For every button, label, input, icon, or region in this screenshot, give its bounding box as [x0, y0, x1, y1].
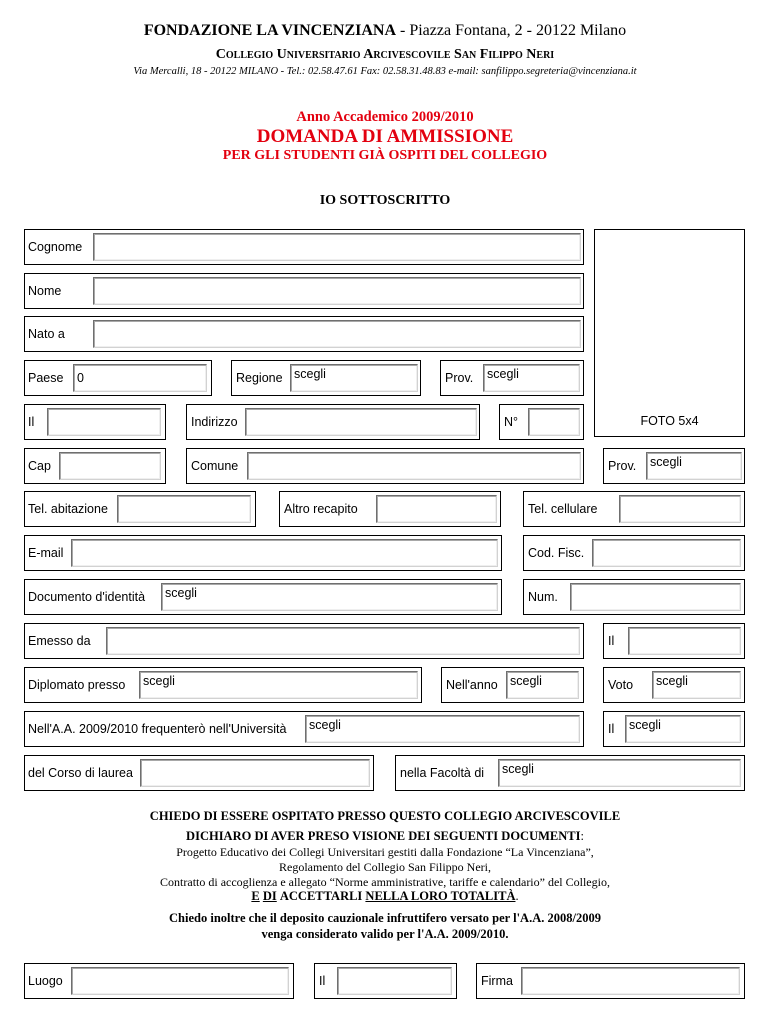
- college-name: Collegio Universitario Arcivescovile San Filippo Neri: [215, 47, 555, 62]
- deposito-2: venga considerato valido per l'A.A. 2009/2010.: [261, 927, 509, 941]
- nome-row: [24, 273, 584, 309]
- prov1-row: [440, 360, 584, 396]
- num-row: [523, 579, 745, 615]
- corso-input[interactable]: [140, 759, 370, 787]
- comune-label: Comune: [191, 459, 239, 473]
- foundation-name: FONDAZIONE LA VINCENZIANA: [143, 22, 396, 39]
- cod-fisc-label: Cod. Fisc.: [528, 546, 585, 560]
- acc-e: E: [251, 889, 260, 903]
- num-label: Num.: [528, 590, 558, 604]
- doc-1: Progetto Educativo dei Collegi Universitari gestiti dalla Fondazione “La Vincenziana”,: [176, 845, 594, 859]
- doc-3: Contratto di accoglienza e allegato “Norme amministrative, tariffe e calendario” del Collegio,: [160, 875, 610, 889]
- cap-label: Cap: [28, 459, 51, 473]
- il4-input[interactable]: [337, 967, 452, 995]
- deposito-1: Chiedo inoltre che il deposito cauzionale infruttifero versato per l'A.A. 2008/2009: [169, 911, 601, 925]
- cognome-input[interactable]: [93, 233, 581, 261]
- il2-label: Il: [608, 634, 615, 648]
- prov1-select[interactable]: scegli: [483, 364, 580, 392]
- emesso-row: [24, 623, 584, 659]
- luogo-row: [24, 963, 294, 999]
- emesso-input[interactable]: [106, 627, 580, 655]
- cod-fisc-row: [523, 535, 745, 571]
- academic-year: Anno Accademico 2009/2010: [296, 109, 474, 125]
- dichiaro-line: [0, 829, 770, 844]
- firma-label: Firma: [481, 974, 513, 988]
- universita-label: Nell'A.A. 2009/2010 frequenterò nell'Università: [28, 722, 287, 736]
- cognome-label: Cognome: [28, 240, 83, 254]
- diplomato-select[interactable]: scegli: [139, 671, 418, 699]
- il3-label: Il: [608, 722, 615, 736]
- email-input[interactable]: [71, 539, 498, 567]
- il2-input[interactable]: [628, 627, 741, 655]
- universita-select[interactable]: scegli: [305, 715, 580, 743]
- voto-label: Voto: [608, 678, 634, 692]
- numero-input[interactable]: [528, 408, 580, 436]
- prov2-label: Prov.: [608, 459, 637, 473]
- photo-label: FOTO 5x4: [640, 414, 699, 428]
- prov2-row: [603, 448, 745, 484]
- cap-row: [24, 448, 166, 484]
- indirizzo-row: [186, 404, 480, 440]
- regione-select[interactable]: scegli: [290, 364, 418, 392]
- altro-recapito-row: [279, 491, 501, 527]
- anno-select[interactable]: scegli: [506, 671, 579, 699]
- altro-recapito-label: Altro recapito: [284, 502, 358, 516]
- il4-label: Il: [319, 974, 326, 988]
- nome-input[interactable]: [93, 277, 581, 305]
- foundation-address: - Piazza Fontana, 2 - 20122 Milano: [396, 22, 627, 39]
- firma-input[interactable]: [521, 967, 740, 995]
- il1-input[interactable]: [47, 408, 161, 436]
- accettarli-line: [0, 889, 770, 904]
- doc-2: Regolamento del Collegio San Filippo Neri,: [279, 860, 491, 874]
- photo-box: [594, 229, 745, 437]
- numero-label: N°: [504, 415, 519, 429]
- voto-row: [603, 667, 745, 703]
- il2-row: [603, 623, 745, 659]
- prov1-label: Prov.: [445, 371, 474, 385]
- nato-a-input[interactable]: [93, 320, 581, 348]
- section-title: IO SOTTOSCRITTO: [319, 193, 451, 208]
- firma-row: [476, 963, 745, 999]
- acc-dot: .: [515, 889, 519, 903]
- luogo-input[interactable]: [71, 967, 289, 995]
- email-label: E-mail: [28, 546, 64, 560]
- diplomato-label: Diplomato presso: [28, 678, 126, 692]
- voto-select[interactable]: scegli: [652, 671, 741, 699]
- documento-select[interactable]: scegli: [161, 583, 498, 611]
- il1-row: [24, 404, 166, 440]
- regione-row: [231, 360, 421, 396]
- acc-nella: NELLA LORO TOTALITÀ: [365, 889, 516, 903]
- tel-cellulare-label: Tel. cellulare: [528, 502, 598, 516]
- tel-abitazione-label: Tel. abitazione: [28, 502, 108, 516]
- numero-row: [499, 404, 584, 440]
- anno-label: Nell'anno: [446, 678, 498, 692]
- documento-label: Documento d'identità: [28, 590, 146, 604]
- paese-row: [24, 360, 212, 396]
- corso-label: del Corso di laurea: [28, 766, 133, 780]
- diplomato-row: [24, 667, 422, 703]
- tel-abitazione-row: [24, 491, 256, 527]
- num-input[interactable]: [570, 583, 741, 611]
- tel-cellulare-row: [523, 491, 745, 527]
- cod-fisc-input[interactable]: [592, 539, 741, 567]
- indirizzo-input[interactable]: [245, 408, 477, 436]
- luogo-label: Luogo: [28, 974, 63, 988]
- college-contacts: Via Mercalli, 18 - 20122 MILANO - Tel.: 02.58.47.61 Fax: 02.58.31.48.83 e-mail: sanfilippo.segreteria@vincenziana.it: [133, 66, 637, 77]
- tel-abitazione-input[interactable]: [117, 495, 251, 523]
- facolta-label: nella Facoltà di: [400, 766, 485, 780]
- indirizzo-label: Indirizzo: [191, 415, 238, 429]
- dichiaro-colon: :: [580, 829, 584, 843]
- email-row: [24, 535, 502, 571]
- tel-cellulare-input[interactable]: [619, 495, 741, 523]
- prov2-select[interactable]: scegli: [646, 452, 742, 480]
- comune-input[interactable]: [247, 452, 581, 480]
- nato-a-label: Nato a: [28, 327, 65, 341]
- acc-di: DI: [262, 889, 277, 903]
- altro-recapito-input[interactable]: [376, 495, 497, 523]
- il1-label: Il: [28, 415, 35, 429]
- acc-accettarli: ACCETTARLI: [279, 889, 363, 903]
- nato-a-row: [24, 316, 584, 352]
- il3-row: [603, 711, 745, 747]
- il3-select[interactable]: scegli: [625, 715, 741, 743]
- il4-row: [314, 963, 457, 999]
- cap-input[interactable]: [59, 452, 161, 480]
- emesso-label: Emesso da: [28, 634, 91, 648]
- universita-row: [24, 711, 584, 747]
- facolta-row: [395, 755, 745, 791]
- documento-row: [24, 579, 502, 615]
- corso-row: [24, 755, 374, 791]
- facolta-select[interactable]: scegli: [498, 759, 741, 787]
- dichiaro-text: DICHIARO DI AVER PRESO VISIONE DEI SEGUENTI DOCUMENTI: [186, 829, 581, 843]
- paese-input[interactable]: 0: [73, 364, 207, 392]
- regione-label: Regione: [236, 371, 283, 385]
- anno-row: [441, 667, 584, 703]
- foundation-header: [0, 22, 770, 40]
- page-subtitle: PER GLI STUDENTI GIÀ OSPITI DEL COLLEGIO: [222, 148, 548, 163]
- cognome-row: [24, 229, 584, 265]
- comune-row: [186, 448, 584, 484]
- paese-label: Paese: [28, 371, 64, 385]
- chiedo-text: CHIEDO DI ESSERE OSPITATO PRESSO QUESTO COLLEGIO ARCIVESCOVILE: [149, 809, 621, 823]
- page-title: DOMANDA DI AMMISSIONE: [256, 126, 514, 147]
- nome-label: Nome: [28, 284, 62, 298]
